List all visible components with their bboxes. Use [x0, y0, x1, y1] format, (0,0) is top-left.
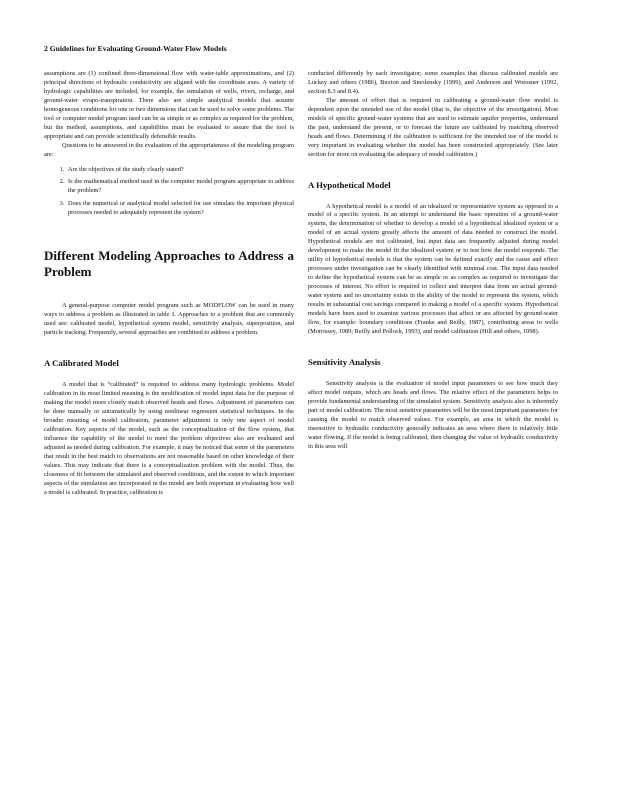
heading-sensitivity-analysis: Sensitivity Analysis [308, 356, 381, 367]
left-column [44, 70, 294, 498]
heading-hypothetical-model: A Hypothetical Model [308, 179, 391, 190]
right-column [308, 70, 558, 451]
paragraph-modflow: A general-purpose computer model program such as MODFLOW can be used in many ways to address a problem as illustrated in table 1. Approaches to a problem that are commonly used are: calibrated model, hypothetical system model, sensitivity analysis, superposition, and particle tracking. Frequently, several approaches are combined to address a problem. [44, 302, 294, 337]
heading-calibrated-model: A Calibrated Model [44, 358, 119, 369]
heading-modeling-approaches: Different Modeling Approaches to Address a Problem [44, 248, 294, 280]
paragraph-questions-intro: Questions to be answered in the evaluation of the appropriateness of the modeling program are: [44, 141, 294, 158]
running-head: 2 Guidelines for Evaluating Ground-Water Flow Models [44, 44, 227, 53]
paragraph-sensitivity: Sensitivity analysis is the evaluation of model input parameters to see how much they affect model outputs, which are heads and flows. The relative effect of the parameters helps to provide fundamental understanding of the simulated system. Sensitivity analysis also is inherently part of model calibration. The most sensitive parameters will be the most important parameters for causing the model to match observed values. For example, an area in which the model is insensitive to hydraulic conductivity generally indicates an area where there is relatively little water flowing. If the model is being calibrated, then changing the value of hydraulic conductivity in this area will [308, 379, 558, 450]
question-item: 2. Is the mathematical method used in the computer model program appropriate to address the problem? [66, 178, 294, 196]
questions-list [44, 166, 294, 219]
paragraph-calibration-examples: conducted differently by each investigator; some examples that discuss calibrated models are Luckey and others (1986), Buxton and Smolensky (1999), and Anderson and Woessner (1992, section 8.3 and 8.4). [308, 70, 558, 95]
paragraph-assumptions: assumptions are (1) confined three-dimensional flow with water-table approximations, and (2) principal directions of hydraulic conductivity are aligned with the coordinate axes. A variety of hydrologic capabilities are included, for example, the simulation of wells, rivers, recharge, and ground-water evapo-transpiration. There also are simple analytical models that assume homogeneous conditions for one or two dimensions that can be used to solve some problems. The tool or computer model program used can be as simple or as complex as required for the problem, but the method, assumptions, and capabilities must be evaluated to assure that the tool is appropriate and can provide scientifically defensible results. [44, 70, 294, 140]
paragraph-calibrated: A model that is “calibrated” is required to address many hydrologic problems. Model calibration in its most limited meaning is the modification of model input data for the purpose of making the model more closely match observed heads and flows. Adjustment of parameters can be done manually or automatically by using nonlinear regression statistical techniques. In the broader meaning of model calibration, parameter adjustment is only one aspect of model calibration. Key aspects of the model, such as the conceptualization of the flow system, that influence the capability of the model to meet the problem objectives also are evaluated and adjusted as needed during calibration. For example, it may be noticed that some of the parameters that result in the best match to observations are not reasonable based on other knowledge of their values. This may indicate that there is a conceptualization problem with the model. Thus, the closeness of fit between the simulated and observed conditions, and the extent to which important aspects of the simulation are incorporated in the model are both important in evaluating how well a model is calibrated. In practice, calibration is [44, 381, 294, 496]
question-item: 3. Does the numerical or analytical model selected for use simulate the important physical processes needed to adequately represent the system? [66, 200, 294, 218]
paragraph-calibration-effort: The amount of effort that is required in calibrating a ground-water flow model is dependent upon the intended use of the model (that is, the objective of the investigation). Most models of specific ground-water systems that are used to estimate aquifer properties, understand the past, understand the present, or to forecast the future are calibrated by matching observed heads and flows. Determining if the calibration is sufficient for the intended use of the model is very important in evaluating whether the model has been constructed appropriately. (See later section for more on evaluating the adequacy of model calibration.) [308, 96, 558, 158]
paragraph-hypothetical: A hypothetical model is a model of an idealized or representative system as opposed to a model of a specific system. In an attempt to understand the basic operation of a ground-water system, the determination of whether to develop a model of a hypothetical idealized system or a model of an actual system greatly affects the amount of data needed to construct the model. Hypothetical models are not calibrated, but input data are frequently adjusted during model development to make the model fit the idealized system or to test how the model responds. The utility of hypothetical models is that the system can be defined exactly and the cause and effect processes under investigation can be clearly identified with minimal cost. The input data needed to define the hypothetical system can be as simple or as complex as required to investigate the processes of interest. No effort is required to collect and interpret data from an actual ground-water system and no uncertainty exists in the ability of the model to represent the system, which results in substantial cost savings compared to making a model of a specific system. Hypothetical models have been used to examine various processes that affect or are affected by ground-water flow, for example: boundary conditions (Franke and Reilly, 1987), contributing areas to wells (Morrissey, 1989; Reilly and Pollock, 1993), and model calibration (Hill and others, 1998). [308, 202, 558, 335]
question-item: 1. Are the objectives of the study clearly stated? [66, 166, 294, 175]
